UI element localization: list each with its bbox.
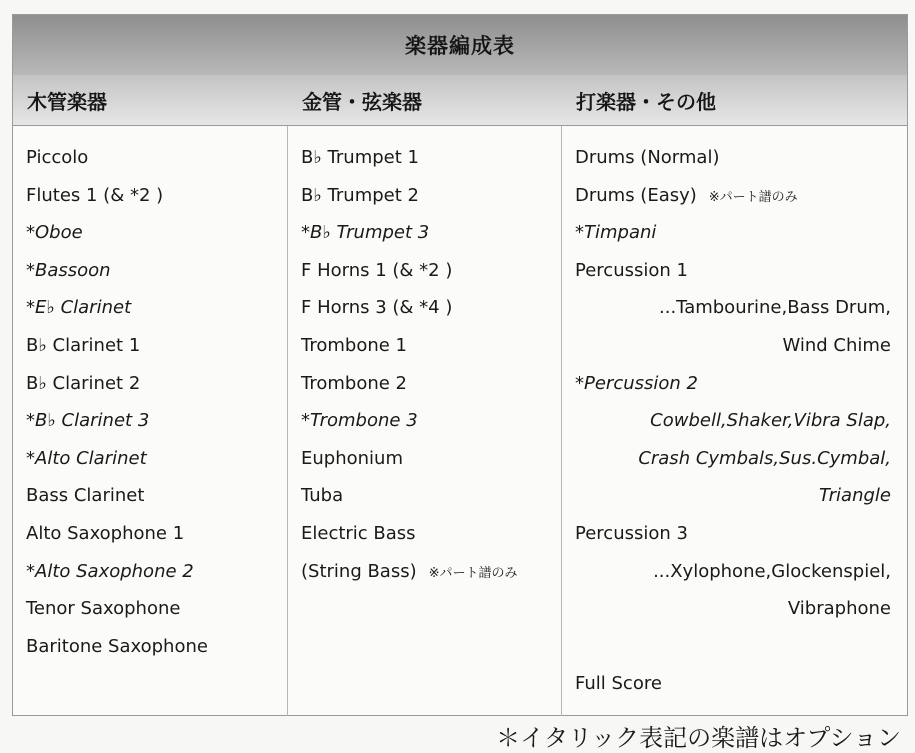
part-only-note: ※パート譜のみ [708, 189, 798, 205]
brass-strings-column [288, 126, 562, 716]
instrument-item [575, 139, 891, 177]
instrument-item [575, 289, 891, 327]
instrument-label: Vibraphone [787, 598, 891, 620]
instrument-item [301, 402, 561, 440]
instrument-label: Baritone Saxophone [26, 635, 208, 657]
instrument-item [26, 515, 287, 553]
instrument-label: B♭ Trumpet 2 [301, 184, 419, 206]
instrument-item [301, 139, 561, 177]
instrument-item [575, 402, 891, 440]
instrument-label: Drums (Easy) [575, 184, 697, 206]
instrument-item [301, 477, 561, 515]
instrument-label: *B♭ Clarinet 3 [26, 410, 150, 432]
instrument-label: Crash Cymbals,Sus.Cymbal, [638, 447, 891, 469]
instrument-label: *Alto Saxophone 2 [26, 560, 194, 582]
woodwinds-column [13, 126, 288, 716]
instrument-label: *Timpani [575, 222, 657, 244]
spacer [575, 628, 891, 666]
instrument-item [301, 515, 561, 553]
instrument-item [575, 214, 891, 252]
instrument-label: (String Bass) [301, 560, 417, 582]
header-percussion-other: 打楽器・その他 [576, 89, 716, 114]
instrument-label: ...Xylophone,Glockenspiel, [653, 560, 891, 582]
instrument-label: *E♭ Clarinet [26, 297, 132, 319]
instrument-item [301, 252, 561, 290]
percussion-other-column [562, 126, 907, 716]
instrument-item [26, 553, 287, 591]
instrument-label: Full Score [575, 673, 662, 695]
instrument-item [575, 553, 891, 591]
instrument-label: Piccolo [26, 147, 89, 168]
instrument-item [26, 327, 287, 365]
instrument-item [301, 289, 561, 327]
instrumentation-table [12, 14, 908, 716]
instrument-item [575, 477, 891, 515]
header-brass-strings: 金管・弦楽器 [302, 89, 422, 114]
instrument-label: Euphonium [301, 447, 403, 469]
instrument-label: Electric Bass [301, 522, 416, 544]
instrument-item [575, 440, 891, 478]
instrument-label: Tuba [301, 485, 344, 507]
instrument-label: Tenor Saxophone [26, 598, 181, 620]
instrument-item [575, 177, 891, 215]
instrument-item [301, 553, 561, 591]
instrument-item [575, 665, 891, 703]
instrument-label: Alto Saxophone 1 [26, 522, 185, 544]
instrument-item [26, 365, 287, 403]
instrument-label: Cowbell,Shaker,Vibra Slap, [650, 410, 891, 432]
footnote: ＊イタリック表記の楽譜はオプション [496, 724, 901, 752]
instrument-label: Triangle [819, 485, 891, 507]
instrument-label: F Horns 1 (& *2 ) [301, 259, 453, 281]
instrument-label: Drums (Normal) [575, 147, 720, 168]
instrument-label: Percussion 1 [575, 259, 688, 281]
instrument-label: *B♭ Trumpet 3 [301, 222, 430, 244]
instrument-label: *Bassoon [26, 259, 111, 281]
instrument-label: Flutes 1 (& *2 ) [26, 184, 164, 206]
instrument-item [575, 327, 891, 365]
instrument-item [26, 177, 287, 215]
instrument-item [575, 252, 891, 290]
instrument-label: B♭ Trumpet 1 [301, 147, 419, 168]
table-title: 楽器編成表 [13, 15, 907, 75]
instrument-label: Trombone 2 [301, 372, 407, 394]
instrument-label: Trombone 1 [301, 334, 407, 356]
instrument-label: F Horns 3 (& *4 ) [301, 297, 453, 319]
instrument-item [26, 477, 287, 515]
instrument-item [301, 177, 561, 215]
part-only-note: ※パート譜のみ [428, 565, 518, 581]
instrument-item [26, 252, 287, 290]
instrument-label: Wind Chime [782, 334, 891, 356]
instrument-label: Percussion 3 [575, 522, 688, 544]
instrument-item [26, 440, 287, 478]
instrument-label: *Alto Clarinet [26, 447, 147, 469]
instrument-item [301, 214, 561, 252]
instrument-label: ...Tambourine,Bass Drum, [659, 297, 891, 319]
instrument-item [575, 590, 891, 628]
instrument-item [301, 440, 561, 478]
instrument-item [575, 365, 891, 403]
instrument-item [26, 289, 287, 327]
instrument-item [301, 327, 561, 365]
instrument-item [301, 365, 561, 403]
instrument-item [26, 402, 287, 440]
instrument-item [26, 590, 287, 628]
header-woodwinds: 木管楽器 [27, 89, 107, 114]
instrument-item [26, 628, 287, 666]
instrument-item [575, 515, 891, 553]
instrument-label: *Oboe [26, 222, 83, 244]
instrument-item [26, 214, 287, 252]
instrument-label: *Trombone 3 [301, 410, 418, 432]
instrument-label: Bass Clarinet [26, 485, 145, 507]
instrument-item [26, 139, 287, 177]
instrument-label: *Percussion 2 [575, 372, 698, 394]
instrument-label: B♭ Clarinet 2 [26, 372, 141, 394]
body-row [13, 126, 907, 716]
instrument-label: B♭ Clarinet 1 [26, 334, 141, 356]
header-row [13, 75, 907, 126]
